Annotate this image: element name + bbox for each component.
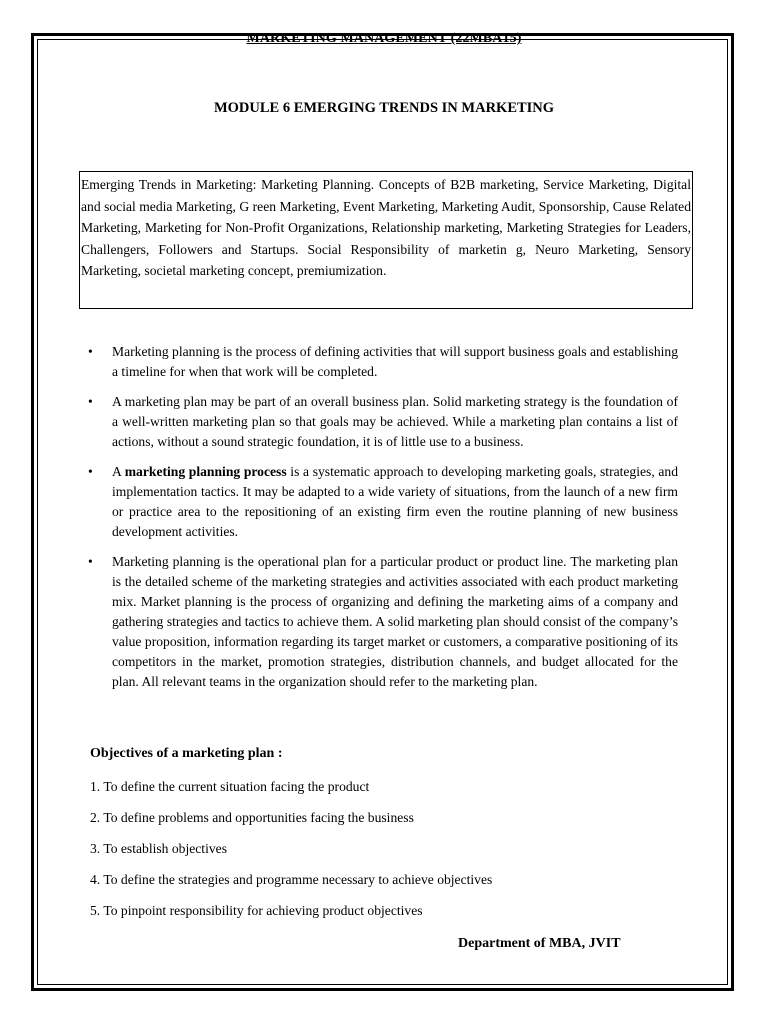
- list-item: [86, 342, 678, 382]
- objective-item: 5. To pinpoint responsibility for achieving product objectives: [90, 903, 423, 918]
- bullet-bold-term: marketing planning process: [124, 464, 287, 479]
- bullet-marker: •: [88, 464, 93, 479]
- objectives-list: [90, 777, 492, 932]
- objective-item: 3. To establish objectives: [90, 841, 227, 856]
- objective-item: 4. To define the strategies and programme necessary to achieve objectives: [90, 872, 493, 887]
- list-item: [86, 552, 678, 692]
- module-title: MODULE 6 EMERGING TRENDS IN MARKETING: [213, 100, 555, 116]
- bullet-text: Marketing planning is the process of defining activities that will support business goals and establishing a timeline for when that work will be completed.: [112, 344, 678, 379]
- document-header: MARKETING MANAGEMENT (22MBA15): [246, 31, 522, 46]
- bullet-list: [86, 342, 678, 702]
- bullet-text: Marketing planning is the operational plan for a particular product or product line. The marketing plan is the detailed scheme of the marketing strategies and activities associated with each product marketing mix. Market planning is the process of organizing and defining the marketing aims of a company and gathering strategies and tactics to achieve them. A solid marketing plan should consist of the company’s value proposition, information regarding its target market or customers, a comparative positioning of its competitors in the market, promotion strategies, distribution channels, and budget allocated for the plan. All relevant teams in the organization should refer to the marketing plan.: [112, 554, 678, 689]
- objectives-heading: Objectives of a marketing plan :: [90, 746, 283, 761]
- topics-box: Emerging Trends in Marketing: Marketing Planning. Concepts of B2B marketing, Service Marketing, Digital and social media Marketing, G reen Marketing, Event Marketing, Marketing Audit, Sponsorship, Cause Related Marketing, Marketing for Non-Profit Organizations, Relationship marketing, Marketing Strategies for Leaders, Challengers, Followers and Startups. Social Responsibility of marketin g, Neuro Marketing, Sensory Marketing, societal marketing concept, premiumization.: [79, 171, 693, 309]
- objective-item: 2. To define problems and opportunities facing the business: [90, 810, 414, 825]
- list-item: [86, 392, 678, 452]
- list-item: [86, 462, 678, 542]
- bullet-marker: •: [88, 344, 93, 359]
- bullet-prefix: A: [112, 464, 125, 479]
- bullet-marker: •: [88, 554, 93, 569]
- bullet-marker: •: [88, 394, 93, 409]
- bullet-text: is a systematic approach to developing marketing goals, strategies, and implementation tactics. It may be adapted to a wide variety of situations, from the launch of a new firm or practice area to the repositioning of an existing firm even the routine planning of new business development activities.: [112, 464, 679, 539]
- department-footer: Department of MBA, JVIT: [458, 936, 621, 951]
- bullet-text: A marketing plan may be part of an overall business plan. Solid marketing strategy is the foundation of a well-written marketing plan so that goals may be achieved. While a marketing plan contains a list of actions, without a sound strategic foundation, it is of little use to a business.: [112, 394, 678, 449]
- objective-item: 1. To define the current situation facing the product: [90, 779, 370, 794]
